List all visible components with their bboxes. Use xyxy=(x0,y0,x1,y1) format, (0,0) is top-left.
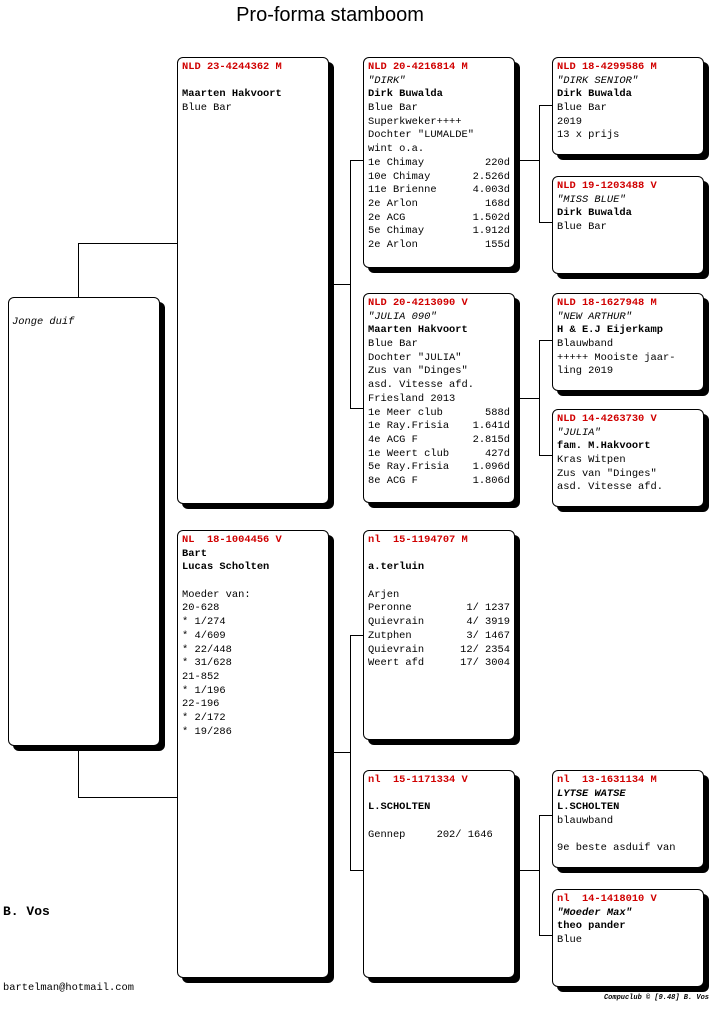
result-race: 2e Arlon xyxy=(368,197,418,210)
connector-root-to-father xyxy=(78,243,179,244)
ring-number: NL 18-1004456 V xyxy=(182,534,282,546)
result-row xyxy=(368,602,510,616)
info-line: Moeder van: xyxy=(182,588,251,601)
info-line: Dochter "LUMALDE" xyxy=(368,129,475,142)
info-line xyxy=(368,815,510,829)
result-race: 10e Chimay xyxy=(368,170,431,183)
info-line xyxy=(368,575,510,589)
info-line: Zus van "Dinges" xyxy=(557,467,657,480)
info-line: Blue xyxy=(557,934,582,947)
ring-number: nl 15-1194707 M xyxy=(368,534,468,546)
owner-name: theo pander xyxy=(557,920,626,933)
ring-number: NLD 20-4213090 V xyxy=(368,297,468,309)
ring-number: NLD 14-4263730 V xyxy=(557,413,657,425)
info-line: wint o.a. xyxy=(368,143,425,156)
ff-mother-card xyxy=(552,176,704,274)
info-line: Kras Witpen xyxy=(557,454,626,467)
info-line: 2019 xyxy=(557,115,582,128)
result-value: 4/ 3919 xyxy=(466,616,510,629)
result-value: 17/ 3004 xyxy=(460,657,510,670)
connector-root-vertical-bottom xyxy=(78,745,79,797)
info-line: Gennep 202/ 1646 xyxy=(368,828,493,841)
root-pigeon-label: Jonge duif xyxy=(12,316,75,328)
result-row xyxy=(368,184,510,198)
info-line: * 1/196 xyxy=(182,684,226,697)
pigeon-name: "JULIA" xyxy=(557,426,601,439)
info-line: 22-196 xyxy=(182,698,220,711)
connector-ff-spine xyxy=(539,105,540,222)
connector-to-ff xyxy=(350,160,364,161)
info-line: 20-628 xyxy=(182,602,220,615)
connector-root-to-mother xyxy=(78,797,179,798)
owner-name: Lucas Scholten xyxy=(182,561,270,574)
result-value: 1/ 1237 xyxy=(466,602,510,615)
owner-name: Maarten Hakvoort xyxy=(368,324,468,337)
ring-number: NLD 20-4216814 M xyxy=(368,61,468,73)
connector-to-ffm xyxy=(539,222,553,223)
result-value: 4.003d xyxy=(472,184,510,197)
connector-mother-stub xyxy=(328,752,350,753)
result-value: 1.912d xyxy=(472,225,510,238)
result-value: 588d xyxy=(485,406,510,419)
connector-mother-spine xyxy=(350,635,351,870)
result-value: 2.815d xyxy=(472,433,510,446)
result-race: 1e Ray.Frisia xyxy=(368,420,450,433)
maternal-grandfather-card xyxy=(363,530,515,740)
owner-name: L.SCHOLTEN xyxy=(557,801,620,814)
result-value: 1.096d xyxy=(472,461,510,474)
result-row xyxy=(368,448,510,462)
result-row xyxy=(368,212,510,226)
connector-mm-spine xyxy=(539,815,540,935)
owner-name: Bart xyxy=(182,547,207,560)
info-line: 21-852 xyxy=(182,670,220,683)
info-line xyxy=(182,75,324,89)
ring-number: NLD 23-4244362 M xyxy=(182,61,282,73)
info-line: Blue Bar xyxy=(557,102,607,115)
ring-number: NLD 18-4299586 M xyxy=(557,61,657,73)
info-line: ling 2019 xyxy=(557,365,614,378)
mm-mother-card xyxy=(552,889,704,987)
result-race: 8e ACG F xyxy=(368,474,418,487)
result-race: Zutphen xyxy=(368,629,412,642)
pigeon-name: "DIRK SENIOR" xyxy=(557,74,639,87)
connector-father-spine xyxy=(350,160,351,408)
result-race: Peronne xyxy=(368,602,412,615)
connector-to-mmf xyxy=(539,815,553,816)
result-value: 3/ 1467 xyxy=(466,629,510,642)
info-line: 9e beste asduif van xyxy=(557,842,676,855)
info-line xyxy=(368,548,510,562)
result-value: 1.502d xyxy=(472,211,510,224)
result-value: 168d xyxy=(485,197,510,210)
info-line: Dochter "JULIA" xyxy=(368,351,462,364)
result-value: 1.806d xyxy=(472,474,510,487)
result-race: Weert afd xyxy=(368,657,425,670)
ring-number: nl 15-1171334 V xyxy=(368,774,468,786)
info-line: * 19/286 xyxy=(182,725,232,738)
connector-root-vertical-top xyxy=(78,243,79,298)
info-line: Zus van "Dinges" xyxy=(368,365,468,378)
result-row xyxy=(368,407,510,421)
info-line xyxy=(182,575,324,589)
result-row xyxy=(368,630,510,644)
result-value: 427d xyxy=(485,447,510,460)
paternal-grandmother-card xyxy=(363,293,515,503)
info-line: Blauwband xyxy=(557,338,614,351)
result-row xyxy=(368,461,510,475)
ring-number: NLD 19-1203488 V xyxy=(557,180,657,192)
connector-fm-spine xyxy=(539,340,540,455)
result-row xyxy=(368,644,510,658)
info-line: Blue Bar xyxy=(368,102,418,115)
connector-to-mf xyxy=(350,635,364,636)
pigeon-name: "MISS BLUE" xyxy=(557,193,626,206)
result-value: 1.641d xyxy=(472,420,510,433)
result-row xyxy=(368,239,510,253)
pigeon-name: "Moeder Max" xyxy=(557,906,632,919)
result-row xyxy=(368,225,510,239)
result-row xyxy=(368,616,510,630)
connector-to-mmm xyxy=(539,935,553,936)
result-value: 2.526d xyxy=(472,170,510,183)
mother-card xyxy=(177,530,329,978)
result-race: 11e Brienne xyxy=(368,184,437,197)
info-line: Arjen xyxy=(368,588,400,601)
result-race: Quievrain xyxy=(368,616,425,629)
root-pigeon-card xyxy=(8,297,160,746)
result-race: 5e Chimay xyxy=(368,225,425,238)
result-race: 1e Meer club xyxy=(368,406,443,419)
connector-to-mm xyxy=(350,870,364,871)
owner-name: H & E.J Eijerkamp xyxy=(557,324,664,337)
connector-to-fmm xyxy=(539,455,553,456)
result-row xyxy=(368,157,510,171)
info-line: * 22/448 xyxy=(182,643,232,656)
owner-name: fam. M.Hakvoort xyxy=(557,440,651,453)
owner-name: Maarten Hakvoort xyxy=(182,88,282,101)
info-line xyxy=(557,829,699,843)
connector-to-fff xyxy=(539,105,553,106)
software-credit: Compuclub © [9.48] B. Vos xyxy=(603,994,709,1002)
info-line: 13 x prijs xyxy=(557,129,620,142)
info-line: * 2/172 xyxy=(182,711,226,724)
info-line: asd. Vitesse afd. xyxy=(557,481,664,494)
pigeon-name: LYTSE WATSE xyxy=(557,787,626,800)
pigeon-name: "NEW ARTHUR" xyxy=(557,310,632,323)
connector-mm-stub xyxy=(514,870,539,871)
pigeon-name: "DIRK" xyxy=(368,74,406,87)
info-line: Blue Bar xyxy=(557,221,607,234)
connector-to-fmf xyxy=(539,340,553,341)
maternal-grandmother-card xyxy=(363,770,515,978)
info-line: Superkweker++++ xyxy=(368,115,462,128)
breeder-email: bartelman@hotmail.com xyxy=(3,982,134,994)
connector-to-fm xyxy=(350,408,364,409)
result-row xyxy=(368,434,510,448)
owner-name: L.SCHOLTEN xyxy=(368,801,431,814)
owner-name: Dirk Buwalda xyxy=(368,88,443,101)
ring-number: nl 13-1631134 M xyxy=(557,774,657,786)
owner-name: Dirk Buwalda xyxy=(557,88,632,101)
paternal-grandfather-card xyxy=(363,57,515,268)
result-value: 220d xyxy=(485,156,510,169)
ff-father-card xyxy=(552,57,704,155)
info-line: +++++ Mooiste jaar- xyxy=(557,351,676,364)
connector-father-stub xyxy=(328,284,350,285)
breeder-name: B. Vos xyxy=(3,904,50,919)
result-row xyxy=(368,198,510,212)
info-line: * 1/274 xyxy=(182,616,226,629)
result-race: 1e Chimay xyxy=(368,156,425,169)
info-line xyxy=(368,788,510,802)
result-race: 2e Arlon xyxy=(368,238,418,251)
pigeon-name: "JULIA 090" xyxy=(368,310,437,323)
connector-fm-stub xyxy=(514,398,539,399)
page-title: Pro-forma stamboom xyxy=(236,4,424,26)
info-line: asd. Vitesse afd. xyxy=(368,379,475,392)
result-race: 5e Ray.Frisia xyxy=(368,461,450,474)
result-race: 4e ACG F xyxy=(368,433,418,446)
result-value: 12/ 2354 xyxy=(460,643,510,656)
result-row xyxy=(368,420,510,434)
ring-number: NLD 18-1627948 M xyxy=(557,297,657,309)
owner-name: a.terluin xyxy=(368,561,425,574)
result-row xyxy=(368,475,510,489)
result-row xyxy=(368,657,510,671)
result-race: 2e ACG xyxy=(368,211,406,224)
info-line: Blue Bar xyxy=(368,338,418,351)
result-value: 155d xyxy=(485,238,510,251)
info-line: Blue Bar xyxy=(182,102,232,115)
father-card xyxy=(177,57,329,504)
mm-father-card xyxy=(552,770,704,868)
ring-number: nl 14-1418010 V xyxy=(557,893,657,905)
info-line: Friesland 2013 xyxy=(368,392,456,405)
owner-name: Dirk Buwalda xyxy=(557,207,632,220)
info-line: * 31/628 xyxy=(182,657,232,670)
fm-mother-card xyxy=(552,409,704,507)
connector-ff-stub xyxy=(514,160,539,161)
result-race: Quievrain xyxy=(368,643,425,656)
result-race: 1e Weert club xyxy=(368,447,450,460)
fm-father-card xyxy=(552,293,704,391)
info-line: blauwband xyxy=(557,815,614,828)
info-line: * 4/609 xyxy=(182,629,226,642)
result-row xyxy=(368,171,510,185)
